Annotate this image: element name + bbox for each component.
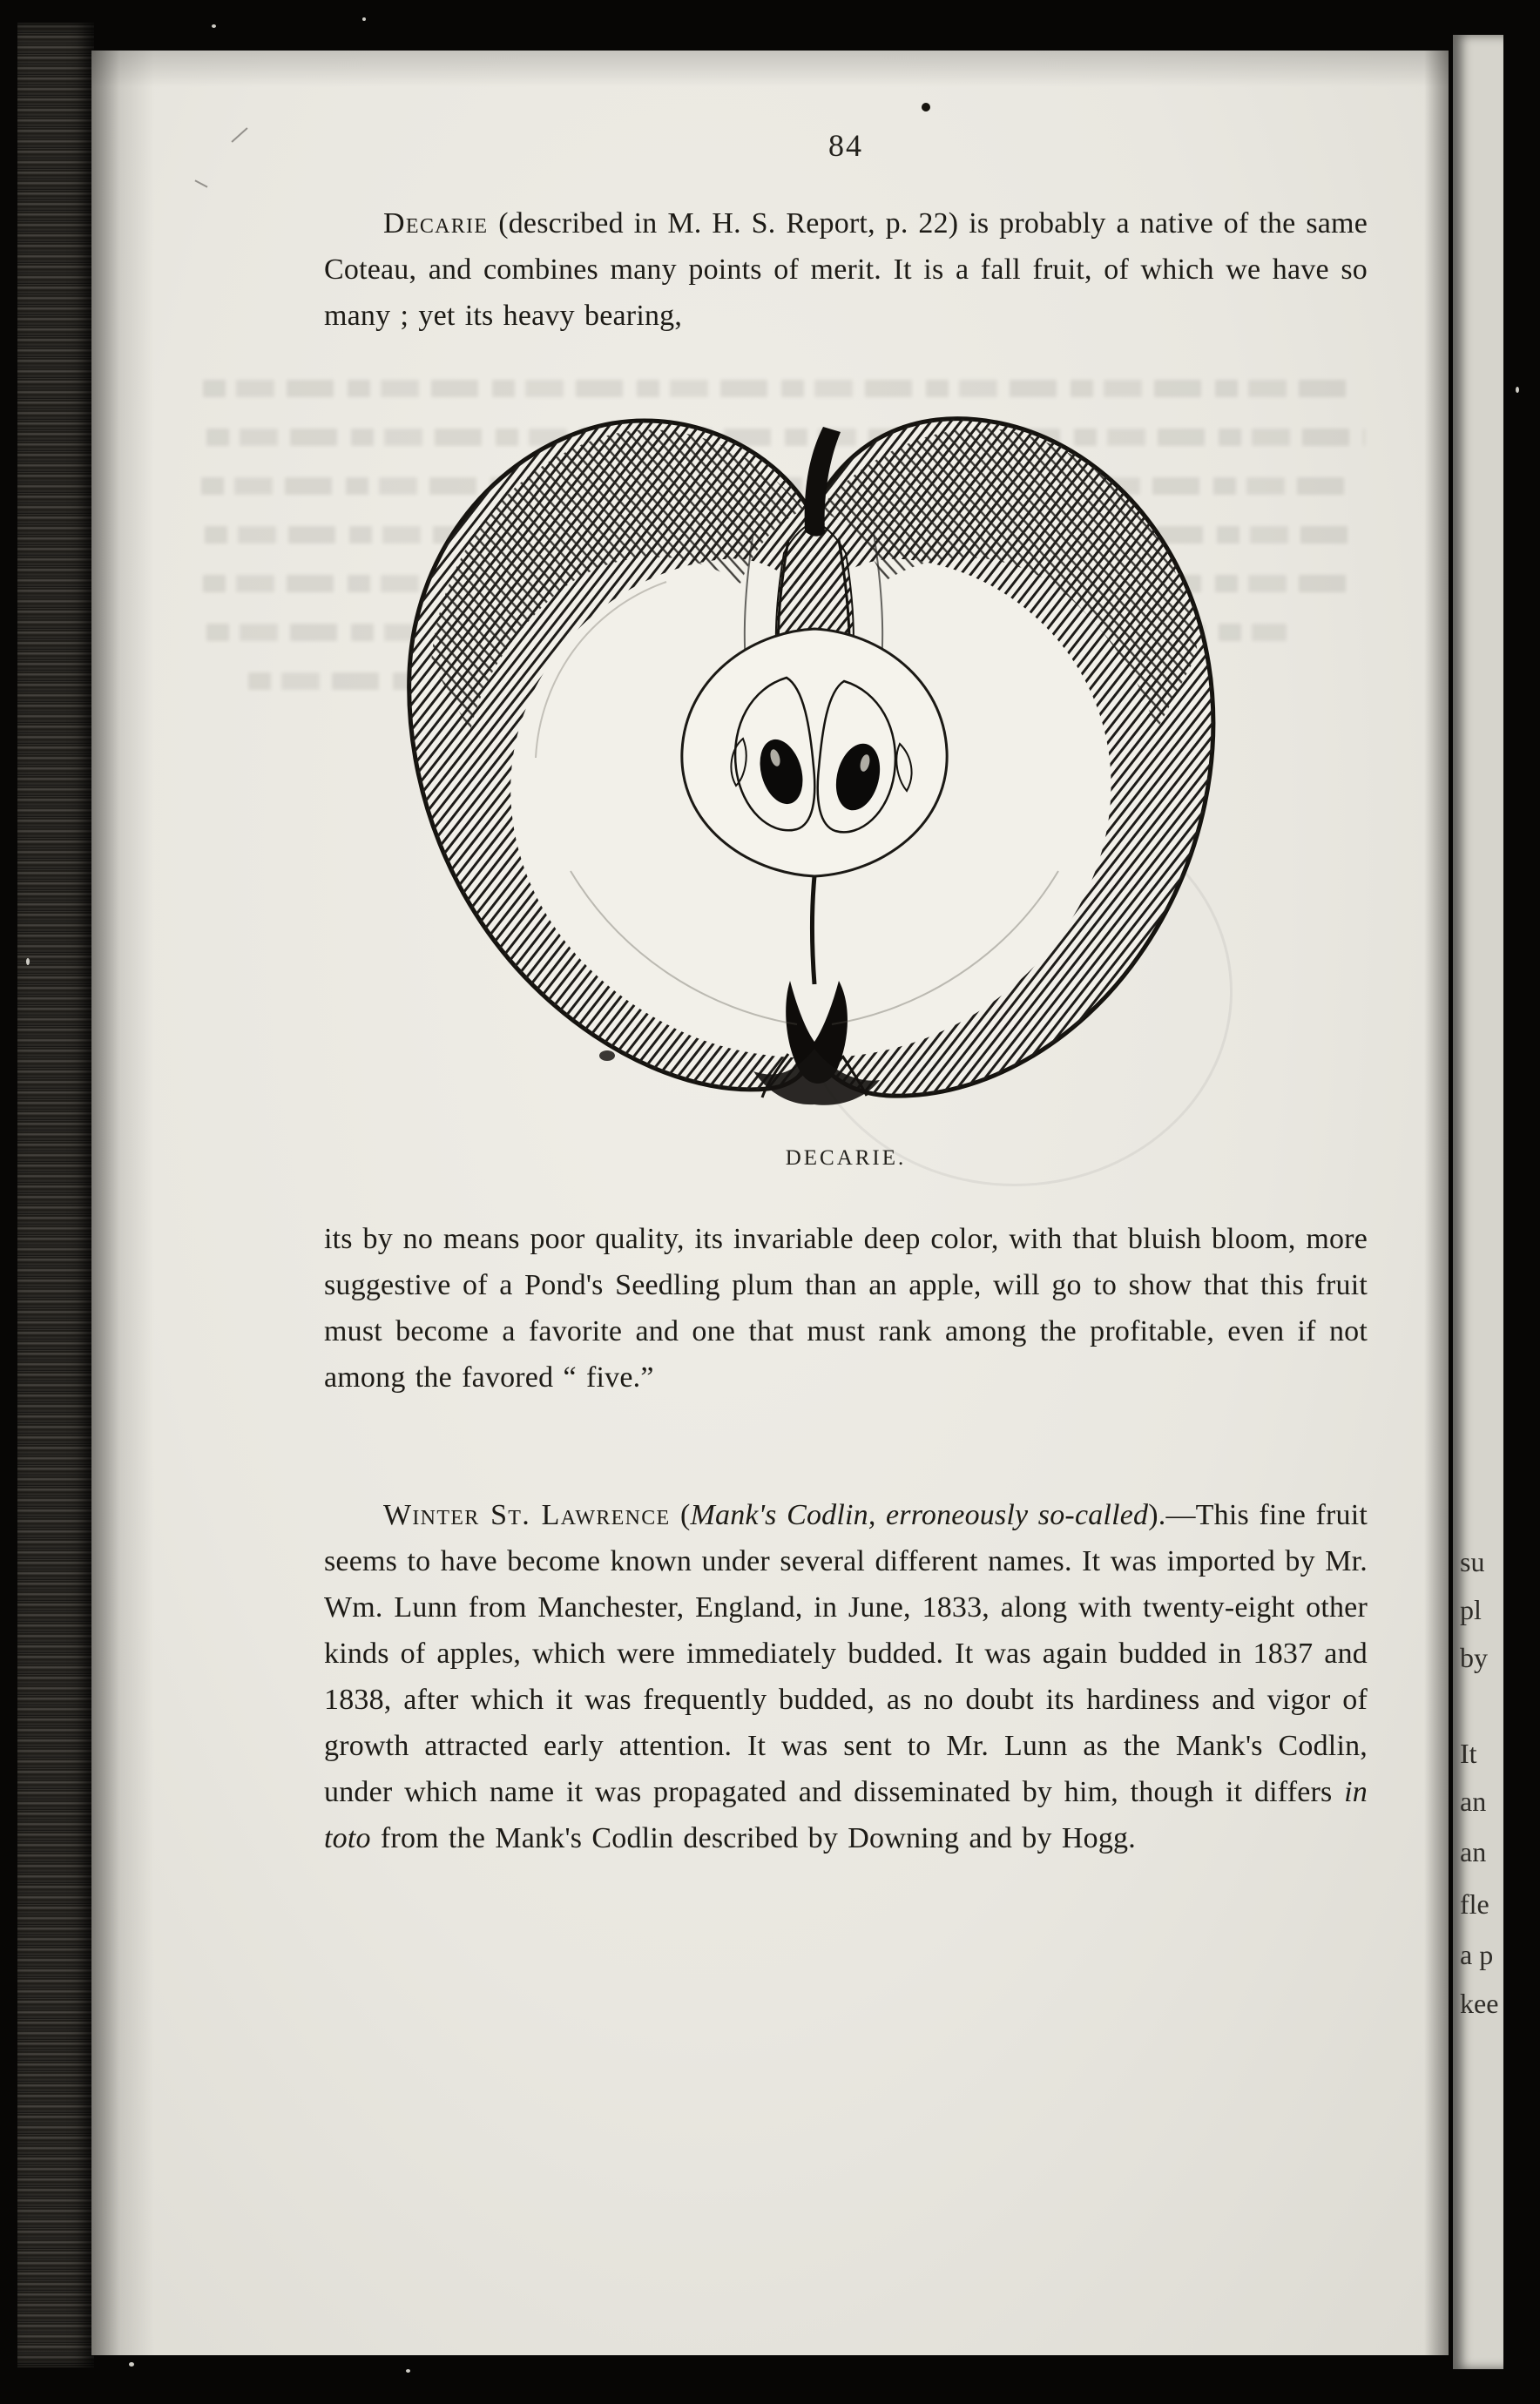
- winter-body-1: This fine fruit seems to have become known under several different names. It was imported by Mr. Wm. Lunn from Manchester, England, in June, 1833, along with twenty-eight other kinds of apples, which were immediately budded. It was again budded in 1837 and 1838, after which it was frequently budded, as no doubt its hardiness and vigor of growth attracted early attention. It was sent to Mr. Lunn as the Mank's Codlin, under which name it was propagated and disseminated by him, though it differs: [324, 1499, 1368, 1808]
- decarie-lead-smallcaps: Decarie: [383, 207, 489, 240]
- decarie-text: (described in M. H. S. Report, p. 22) is probably a native of the same Coteau, and combines many points of merit. It is a fall fruit, of which we have so many ; yet its heavy bearing,: [324, 207, 1368, 332]
- dust-speck: [406, 2369, 410, 2373]
- dust-speck: [129, 2362, 134, 2367]
- next-page-text-fragment: by: [1460, 1642, 1488, 1673]
- paragraph-winter-st-lawrence: [324, 1492, 1368, 1861]
- page-edge-shadow: [91, 51, 1449, 87]
- scratch-mark: [231, 127, 247, 143]
- figure-caption: DECARIE.: [785, 1146, 907, 1170]
- dust-speck: [212, 24, 216, 28]
- scratch-mark: [194, 179, 207, 187]
- dust-speck: [1516, 387, 1519, 393]
- skin-fleck: [599, 1050, 615, 1061]
- dust-speck: [26, 958, 30, 965]
- paragraph-decarie: [324, 200, 1368, 339]
- next-page-text-fragment: an: [1460, 1836, 1487, 1867]
- dust-speck: [362, 17, 366, 21]
- next-page-text-fragment: kee: [1460, 1988, 1499, 2019]
- page-number: 84: [828, 128, 863, 163]
- next-page-text-fragment: a p: [1460, 1939, 1494, 1970]
- decarie-apple-engraving: [379, 383, 1250, 1150]
- winter-italic-synonym: Mank's Codlin, erroneously so-called: [690, 1499, 1149, 1531]
- next-page-text-fragment: an: [1460, 1786, 1487, 1817]
- continuation-text: its by no means poor quality, its invariable deep color, with that bluish bloom, more suggestive of a Pond's Seedling plum than an apple, will go to show that this fruit must become a favorite and one that must rank among the profitable, even if not among the favored “ five.”: [324, 1223, 1368, 1394]
- winter-close-paren: ).—: [1148, 1499, 1196, 1531]
- next-page-text-fragment: It: [1460, 1738, 1477, 1769]
- winter-body-2: from the Mank's Codlin described by Downing and by Hogg.: [370, 1822, 1136, 1854]
- book-page: [91, 51, 1449, 2355]
- paragraph-continuation: [324, 1216, 1368, 1401]
- next-page-text-fragment: fle: [1460, 1888, 1489, 1920]
- core-axis: [812, 876, 814, 984]
- winter-italic-in-toto: in toto: [324, 1776, 1368, 1854]
- winter-lead-smallcaps: Winter St. Lawrence: [383, 1499, 671, 1531]
- next-page-sliver: [1453, 35, 1503, 2369]
- winter-open-paren: (: [670, 1499, 691, 1531]
- next-page-text-fragment: su: [1460, 1546, 1485, 1577]
- book-fore-edge: [17, 23, 94, 2367]
- ink-dot: [922, 103, 930, 111]
- next-page-text-fragment: pl: [1460, 1594, 1482, 1625]
